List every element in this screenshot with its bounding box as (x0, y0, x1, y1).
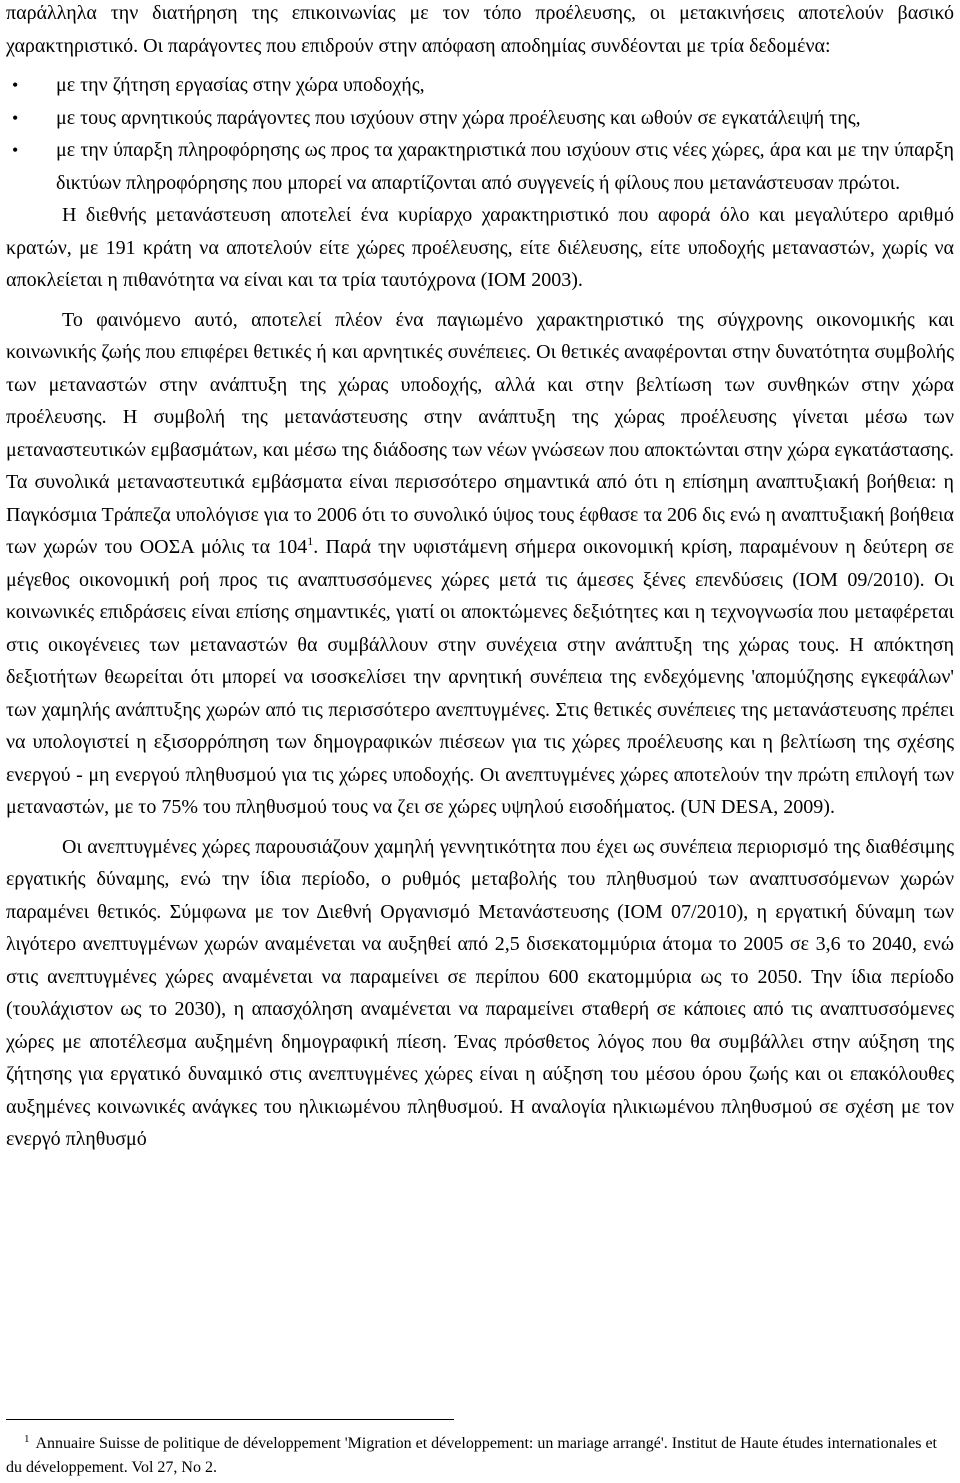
bullet-item-push-factors: • με τους αρνητικούς παράγοντες που ισχύουν στην χώρα προέλευσης και ωθούν σε εγκατάλειψή της, (6, 102, 954, 135)
intro-paragraph: παράλληλα την διατήρηση της επικοινωνίας με τον τόπο προέλευσης, οι μετακινήσεις αποτελούν βασικό χαρακτηριστικό. Οι παράγοντες που επιδρούν στην απόφαση αποδημίας συνδέονται με τρία δεδομένα: (6, 2, 954, 57)
bullet-list (6, 69, 954, 199)
bullet-item-information: • με την ύπαρξη πληροφόρησης ως προς τα χαρακτηριστικά που ισχύουν στις νέες χώρες, άρα και με την ύπαρξη δικτύων πληροφόρησης που μπορεί να απαρτίζονται από συγγενείς ή φίλους που μετανάστευσαν πρώτοι. (6, 134, 954, 199)
footnote-reference[interactable]: 1 (307, 534, 314, 548)
paragraph-phenomenon-part2: . Παρά την υφιστάμενη σήμερα οικονομική κρίση, παραμένουν η δεύτερη σε μέγεθος οικονομική ροή προς τις αναπτυσσόμενες χώρες μετά τις άμεσες ξένες επενδύσεις (IOM 09/2010). Οι κοινωνικές επιδράσεις είναι επίσης σημαντικές, γιατί οι αποκτώμενες δεξιότητες και η τεχνογνωσία που μεταφέρεται στις οικογένειες των μεταναστών θα συμβάλλουν στην συνέχεια στην ανάπτυξη της χώρας τους. Η απόκτηση δεξιοτήτων θεωρείται ότι μπορεί να ισοσκελίσει την αρνητική συνέπεια της ενδεχόμενης 'απομύζησης εγκεφάλων' των χαμηλής ανάπτυξης χωρών από τις περισσότερο ανεπτυγμένες. Στις θετικές συνέπειες της μετανάστευσης πρέπει να υπολογιστεί η εξισορρόπηση των δημογραφικών πιέσεων για τις χώρες προέλευσης και η βελτίωση της σχέσης ενεργού - μη ενεργού πληθυσμού για τις χώρες υποδοχής. Οι ανεπτυγμένες χώρες αποτελούν την πρώτη επιλογή των μεταναστών, με το 75% του πληθυσμού τους να ζει σε χώρες υψηλού εισοδήματος. (UN DESA, 2009). (6, 536, 954, 818)
footnote-separator (6, 1419, 454, 1420)
paragraph-developed-countries: Οι ανεπτυγμένες χώρες παρουσιάζουν χαμηλή γεννητικότητα που έχει ως συνέπεια περιορισμό της διαθέσιμης εργατικής δύναμης, ενώ την ίδια περίοδο, ο ρυθμός μεταβολής του πληθυσμού των αναπτυσσόμενων χωρών παραμένει θετικός. Σύμφωνα με τον Διεθνή Οργανισμό Μετανάστευσης (IOM 07/2010), η εργατική δύναμη των λιγότερο ανεπτυγμένων χωρών αναμένεται να αυξηθεί από 2,5 δισεκατομμύρια άτομα το 2005 σε 3,6 το 2040, ενώ στις ανεπτυγμένες χώρες αναμένεται να παραμείνει σε περίπου 600 εκατομμύρια ως το 2050. Την ίδια περίοδο (τουλάχιστον ως το 2030), η απασχόληση αναμένεται να παραμείνει σταθερή σε κάποιες από τις αναπτυσσόμενες χώρες με αποτέλεσμα αυξημένη δημογραφική πίεση. Ένας πρόσθετος λόγος που θα συμβάλλει στην αύξηση της ζήτησης για εργατικό δυναμικό στις ανεπτυγμένες χώρες είναι η αύξηση του μέσου όρου ζωής και οι επακόλουθες αυξημένες κοινωνικές ανάγκες του ηλικιωμένου πληθυσμού. Η αναλογία ηλικιωμένου πληθυσμού σε σχέση με τον ενεργό πληθυσμό (6, 835, 954, 1150)
footnote-text: Annuaire Suisse de politique de développement 'Migration et développement: un mariage arrangé'. Institut de Haute études internationales et du développement. Vol 27, No 2. (6, 1435, 937, 1476)
footnote-mark: 1 (24, 1433, 30, 1445)
document-body (6, 0, 954, 1156)
document-page (6, 0, 954, 1163)
paragraph-phenomenon (6, 304, 954, 824)
paragraph-phenomenon-part1: Το φαινόμενο αυτό, αποτελεί πλέον ένα παγιωμένο χαρακτηριστικό της σύγχρονης οικονομικής και κοινωνικής ζωής που επιφέρει θετικές ή και αρνητικές συνέπειες. Οι θετικές αναφέρονται στην δυνατότητα συμβολής των μεταναστών στην ανάπτυξη της χώρας υποδοχής, αλλά και στην βελτίωση των συνθηκών στην χώρα προέλευσης. Η συμβολή της μετανάστευσης στην ανάπτυξη της χώρας προέλευσης γίνεται μέσω των μεταναστευτικών εμβασμάτων, και μέσω της διάδοσης των νέων γνώσεων που αποκτώνται στην χώρα εγκατάστασης. Τα συνολικά μεταναστευτικά εμβάσματα είναι περισσότερο σημαντικά από ότι η επίσημη αναπτυξιακή βοήθεια: η Παγκόσμια Τράπεζα υπολόγισε για το 2006 ότι το συνολικό ύψος τους έφθασε τα 206 δις ενώ η αναπτυξιακή βοήθεια των χωρών του ΟΟΣΑ μόλις τα 104 (6, 308, 955, 558)
bullet-item-demand: • με την ζήτηση εργασίας στην χώρα υποδοχής, (6, 69, 954, 102)
footnote (6, 1432, 954, 1480)
paragraph-international-migration: Η διεθνής μετανάστευση αποτελεί ένα κυρίαρχο χαρακτηριστικό που αφορά όλο και μεγαλύτερο αριθμό κρατών, με 191 κράτη να αποτελούν είτε χώρες προέλευσης, είτε διέλευσης, είτε υποδοχής μεταναστών, χωρίς να αποκλείεται η πιθανότητα να είναι και τα τρία ταυτόχρονα (IOM 2003). (6, 204, 954, 291)
